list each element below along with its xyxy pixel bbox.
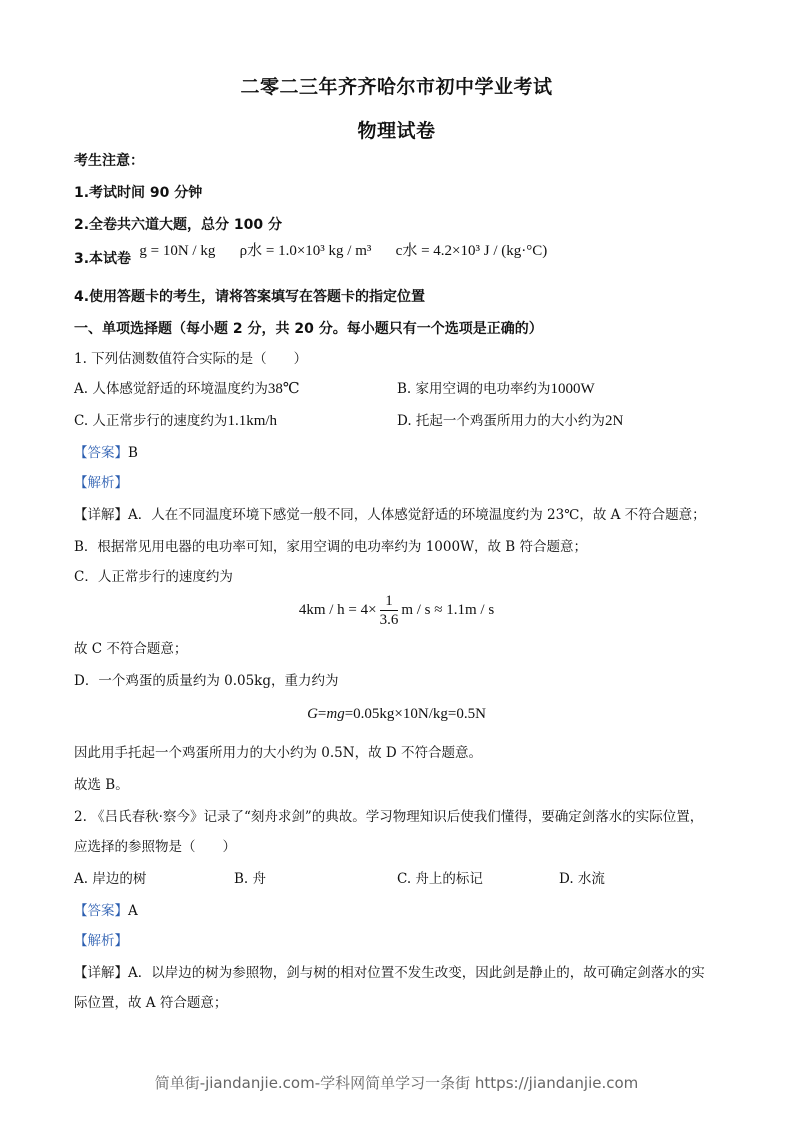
q1-detail-a-text: A．人在不同温度环境下感觉一般不同，人体感觉舒适的环境温度约为 23℃，故 A 不符合题意； — [128, 507, 706, 523]
exam-subtitle: 物理试卷 — [357, 120, 436, 142]
q2-detail-a-text: A．以岸边的树为参照物，剑与树的相对位置不发生改变，因此剑是静止的，故可确定剑落水的实 — [128, 965, 705, 981]
notice-item-2: 2.全卷共六道大题，总分 100 分 — [74, 217, 283, 233]
section-1-heading: 一、单项选择题（每小题 2 分，共 20 分。每小题只有一个选项是正确的） — [74, 321, 543, 337]
q1-option-d-value: 2N — [604, 413, 624, 429]
notice-item-3 — [74, 243, 548, 268]
q1-detail-a — [74, 506, 706, 524]
formula-c: c水 = 4.2×10³ J / (kg·°C) — [395, 243, 548, 259]
notice-item-3-label: 3.本试卷 — [74, 251, 132, 267]
q1-detail-d: D．一个鸡蛋的质量约为 0.05kg，重力约为 — [74, 673, 339, 689]
q1-option-d — [397, 412, 623, 430]
equation-speed-fraction — [380, 592, 399, 629]
exam-title: 二零二三年齐齐哈尔市初中学业考试 — [240, 76, 553, 98]
q1-conclusion: 故选 B。 — [74, 777, 129, 793]
q1-option-b-text: B. 家用空调的电功率约为 — [397, 381, 551, 397]
q1-option-a — [74, 380, 300, 398]
q1-option-a-text: A. 人体感觉舒适的环境温度约为 — [74, 381, 268, 397]
q2-option-b: B. 舟 — [234, 871, 267, 887]
q1-detail-label: 【详解】 — [74, 507, 128, 523]
q2-option-c: C. 舟上的标记 — [397, 871, 483, 887]
q2-analysis-label: 【解析】 — [74, 933, 128, 949]
notice-item-4: 4.使用答题卡的考生，请将答案填写在答题卡的指定位置 — [74, 289, 426, 305]
q1-option-c — [74, 412, 277, 430]
q1-option-d-text: D. 托起一个鸡蛋所用力的大小约为 — [397, 413, 605, 429]
q1-option-a-value: 38℃ — [267, 381, 300, 397]
notice-item-1: 1.考试时间 90 分钟 — [74, 185, 203, 201]
q1-detail-b: B．根据常见用电器的电功率可知，家用空调的电功率约为 1000W，故 B 符合题意； — [74, 539, 587, 555]
q1-detail-c: C．人正常步行的速度约为 — [74, 569, 233, 585]
q2-detail-a-line-2: 际位置，故 A 符合题意； — [74, 995, 228, 1011]
equation-speed-right: m / s ≈ 1.1m / s — [401, 601, 495, 618]
equation-speed — [0, 592, 793, 629]
q1-analysis-label: 【解析】 — [74, 475, 128, 491]
q1-option-c-text: C. 人正常步行的速度约为 — [74, 413, 228, 429]
q1-option-b-value: 1000W — [550, 381, 595, 397]
q2-answer-value: A — [128, 903, 138, 919]
q1-detail-c-conclusion: 故 C 不符合题意； — [74, 641, 188, 657]
q1-answer — [74, 444, 138, 462]
q2-stem-line-1: 2. 《吕氏春秋·察今》记录了“刻舟求剑”的典故。学习物理知识后使我们懂得，要确定剑落水的实际位置， — [74, 809, 704, 825]
equation-gravity-right: =0.05kg×10N/kg=0.5N — [344, 706, 486, 722]
q1-detail-d-conclusion: 因此用手托起一个鸡蛋所用力的大小约为 0.5N，故 D 不符合题意。 — [74, 745, 482, 761]
notice-heading: 考生注意： — [74, 153, 144, 169]
q2-option-d: D. 水流 — [559, 871, 605, 887]
q1-stem: 1. 下列估测数值符合实际的是（ ） — [74, 351, 308, 367]
fraction-numerator: 1 — [380, 592, 399, 611]
q1-answer-label: 【答案】 — [74, 445, 128, 461]
q2-stem-line-2: 应选择的参照物是（ ） — [74, 839, 236, 855]
equation-gravity-g: G — [307, 706, 318, 722]
q2-detail-label: 【详解】 — [74, 965, 128, 981]
fraction-denominator: 3.6 — [379, 612, 399, 628]
q2-option-a: A. 岸边的树 — [74, 871, 147, 887]
equation-gravity-mg: mg — [326, 706, 345, 722]
q2-answer — [74, 902, 138, 920]
q1-answer-value: B — [128, 445, 138, 461]
equation-gravity: G=mg=0.05kg×10N/kg=0.5N — [307, 706, 486, 722]
q2-detail-a-line-1 — [74, 964, 705, 982]
equation-speed-left: 4km / h = 4× — [298, 601, 377, 618]
q1-option-c-value: 1.1km/h — [227, 413, 278, 429]
formula-g: g = 10N / kg — [139, 243, 216, 259]
q2-answer-label: 【答案】 — [74, 903, 128, 919]
page-footer: 简单街-jiandanjie.com-学科网简单学习一条街 https://jiandanjie.com — [154, 1074, 639, 1092]
q1-option-b — [397, 380, 595, 398]
formula-rho: ρ水 = 1.0×10³ kg / m³ — [239, 243, 372, 259]
